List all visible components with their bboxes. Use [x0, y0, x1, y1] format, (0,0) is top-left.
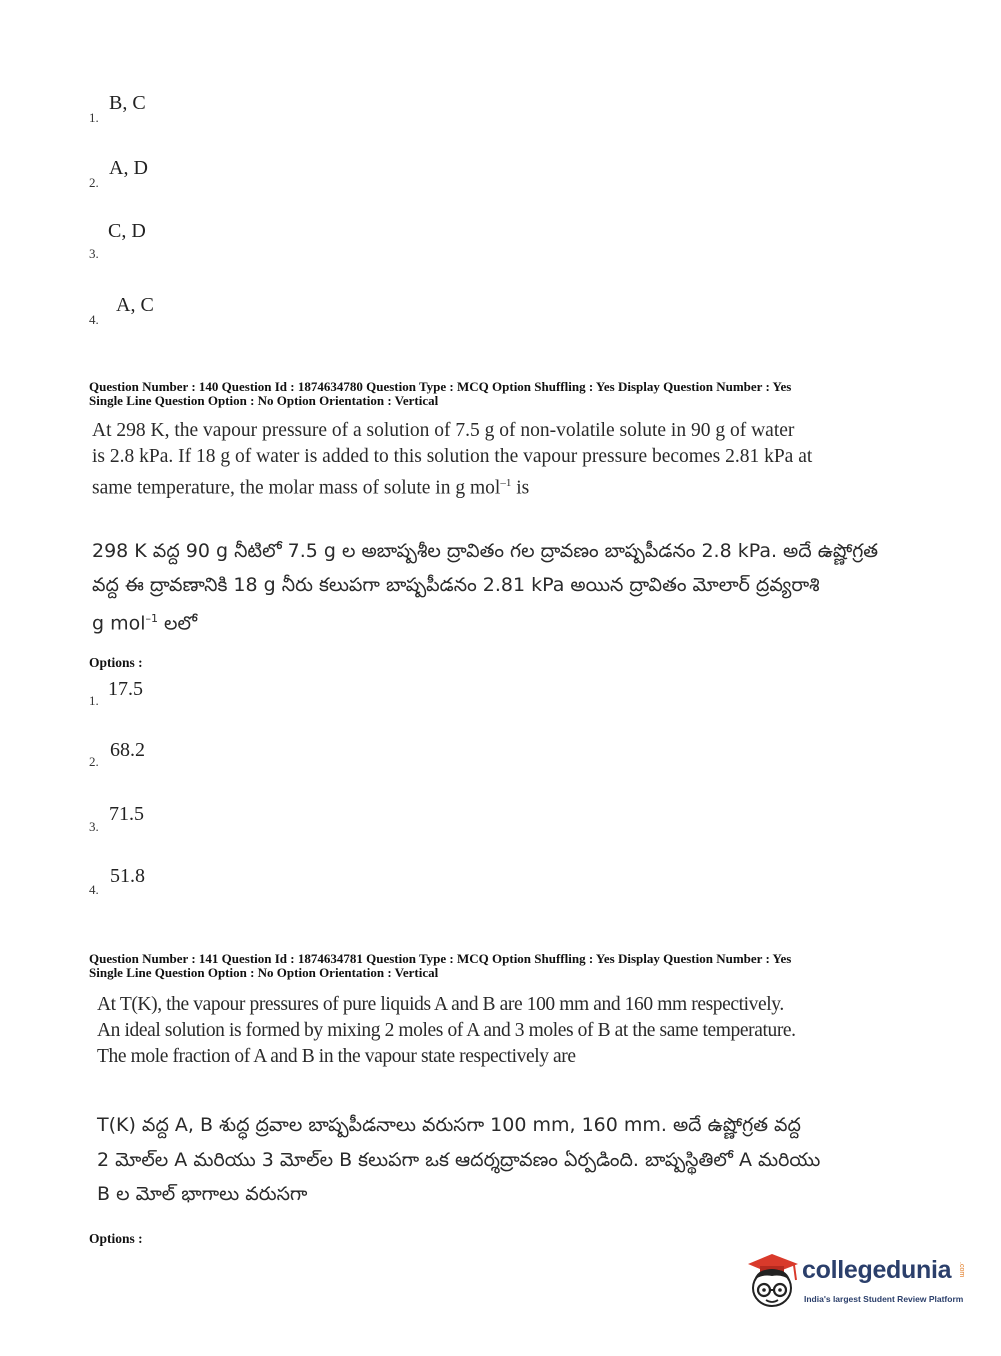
- option-text: 17.5: [108, 678, 143, 700]
- question-english-line2: An ideal solution is formed by mixing 2 moles of A and 3 moles of B at the same temperature.: [97, 1020, 796, 1041]
- options-label: Options :: [89, 655, 143, 670]
- question-meta-line2: Single Line Question Option : No Option Orientation : Vertical: [89, 965, 439, 980]
- question-meta-line2: Single Line Question Option : No Option Orientation : Vertical: [89, 393, 439, 408]
- question-telugu-line1: T(K) వద్ద A, B శుద్ధ ద్రవాల బాష్పపీడనాలు వరుసగా 100 mm, 160 mm. అదే ఉష్ణోగ్రత వద్ద: [97, 1114, 801, 1136]
- logo-domain: .com: [958, 1262, 965, 1278]
- question-telugu-line3: B ల మోల్ భాగాలు వరుసగా: [97, 1183, 308, 1205]
- question-telugu-line2: వద్ద ఈ ద్రావణానికి 18 g నీరు కలుపగా బాష్పపీడనం 2.81 kPa అయిన ద్రావితం మోలార్ ద్రవ్యరాశి: [92, 574, 820, 596]
- option-number: 1.: [89, 110, 99, 125]
- question-english-line1: At 298 K, the vapour pressure of a solution of 7.5 g of non-volatile solute in 90 g of water: [92, 420, 795, 441]
- question-telugu-line3: g mol$^{-1}$ లలో: [92, 612, 198, 635]
- option-text: B, C: [109, 92, 146, 114]
- question-telugu-line2: 2 మోల్‌ల A మరియు 3 మోల్‌ల B కలుపగా ఒక ఆదర్శద్రావణం ఏర్పడింది. బాష్పస్థితిలో A మరియు: [97, 1149, 821, 1171]
- option-number: 2.: [89, 175, 99, 190]
- option-text: 68.2: [110, 739, 145, 761]
- option-number: 3.: [89, 246, 99, 261]
- question-english-line3: same temperature, the molar mass of solute in g mol$^{-1}$ is: [92, 477, 530, 499]
- question-english-line3: The mole fraction of A and B in the vapour state respectively are: [97, 1046, 576, 1067]
- option-number: 1.: [89, 693, 99, 708]
- option-number: 4.: [89, 882, 99, 897]
- option-number: 3.: [89, 819, 99, 834]
- question-meta-line1: Question Number : 140 Question Id : 1874634780 Question Type : MCQ Option Shuffling : Yes Display Question Number : Yes: [89, 379, 792, 394]
- options-label: Options :: [89, 1231, 143, 1246]
- option-text: C, D: [108, 220, 146, 242]
- question-telugu-line1: 298 K వద్ద 90 g నీటిలో 7.5 g ల అబాష్పశీల ద్రావితం గల ద్రావణం బాష్పపీడనం 2.8 kPa. అదే ఉష్ణోగ్రత: [92, 540, 879, 562]
- option-text: 71.5: [109, 803, 144, 825]
- logo-tagline: India's largest Student Review Platform: [804, 1294, 964, 1304]
- question-meta-line1: Question Number : 141 Question Id : 1874634781 Question Type : MCQ Option Shuffling : Yes Display Question Number : Yes: [89, 951, 792, 966]
- question-english-line1: At T(K), the vapour pressures of pure liquids A and B are 100 mm and 160 mm respectively.: [97, 994, 784, 1015]
- collegedunia-logo: [742, 1250, 972, 1314]
- option-text: 51.8: [110, 865, 145, 887]
- option-text: A, D: [109, 157, 148, 179]
- question-english-line2: is 2.8 kPa. If 18 g of water is added to this solution the vapour pressure becomes 2.81 kPa at: [92, 446, 813, 467]
- option-text: A, C: [116, 294, 154, 316]
- option-number: 2.: [89, 754, 99, 769]
- option-number: 4.: [89, 312, 99, 327]
- logo-wordmark: collegedunia: [802, 1256, 952, 1284]
- mascot-icon: [742, 1250, 802, 1312]
